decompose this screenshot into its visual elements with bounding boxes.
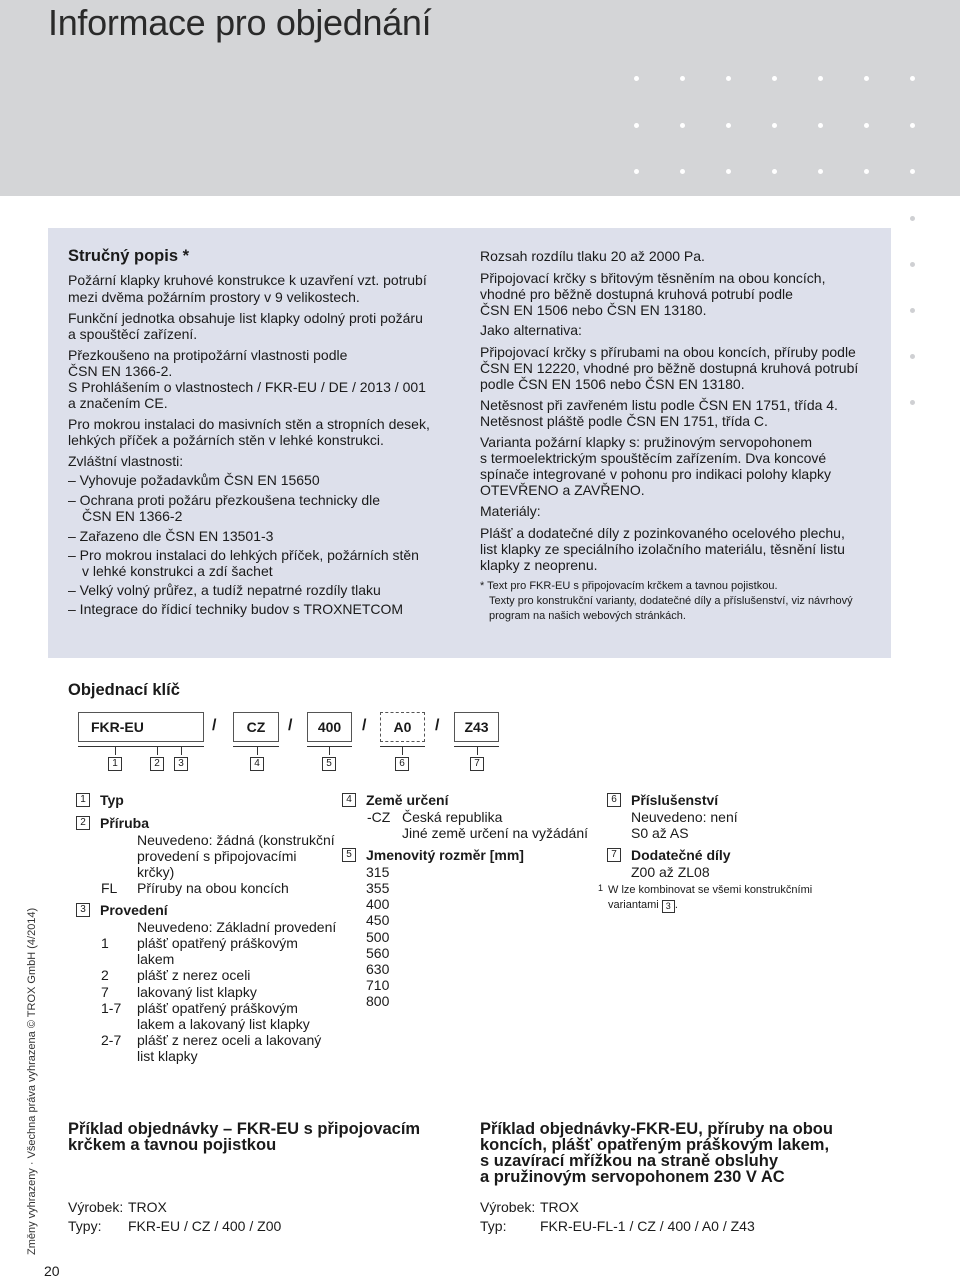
example-value: TROX — [540, 1199, 579, 1215]
legend-option-text: plášť z nerez oceli a lakovaný — [137, 1032, 322, 1048]
summary-left-line: lehkých příček a požárních stěn v lehké konstrukci. — [68, 432, 384, 448]
key-underline — [78, 746, 204, 747]
key-number-2: 2 — [150, 757, 164, 771]
example-label: Typ: — [480, 1218, 507, 1234]
legend-title: Dodatečné díly — [631, 847, 731, 863]
dot — [772, 123, 777, 128]
summary-left-line: Pro mokrou instalaci do masivních stěn a stropních desek, — [68, 416, 430, 432]
order-key-heading: Objednací klíč — [68, 681, 180, 699]
legend-option-text: Neuvedeno: žádná (konstrukční — [137, 832, 335, 848]
key-box-size-text: 400 — [317, 719, 342, 735]
feature-item: – Zařazeno dle ČSN EN 13501-3 — [68, 528, 274, 544]
footnote-line: Texty pro konstrukční varianty, dodatečné díly a příslušenství, viz návrhový — [489, 595, 853, 607]
dot — [818, 169, 823, 174]
key-connector — [257, 746, 258, 755]
key-slash: / — [288, 717, 293, 734]
size-value: 710 — [366, 977, 390, 993]
dot — [910, 76, 915, 81]
legend-option-code: FL — [101, 880, 118, 896]
dot — [634, 76, 639, 81]
summary-right-line: s termoelektrickým spouštěcím zařízením. Dva koncové — [480, 450, 827, 466]
dot — [910, 262, 915, 267]
legend-option-text: plášť opatřený práškovým — [137, 935, 298, 951]
dot — [634, 123, 639, 128]
example-title: krčkem a tavnou pojistkou — [68, 1136, 277, 1154]
dot — [818, 76, 823, 81]
summary-left-line: a spouštěcí zařízení. — [68, 326, 198, 342]
summary-right-line: Rozsah rozdílu tlaku 20 až 2000 Pa. — [480, 248, 705, 264]
key-slash: / — [362, 717, 367, 734]
key-box-extra — [454, 712, 499, 742]
dot — [910, 216, 915, 221]
size-value: 800 — [366, 993, 390, 1009]
key-box-country — [233, 712, 279, 742]
example-label: Výrobek: — [480, 1199, 536, 1215]
dot — [864, 76, 869, 81]
summary-left-line: Přezkoušeno na protipožární vlastnosti podle — [68, 347, 348, 363]
summary-left-line: Funkční jednotka obsahuje list klapky odolný proti požáru — [68, 310, 423, 326]
legend-title: Země určení — [366, 792, 449, 808]
key-number-6: 6 — [395, 757, 409, 771]
note-line — [608, 898, 678, 913]
legend-option-text: S0 až AS — [631, 825, 689, 841]
summary-right-line: podle ČSN EN 1506 nebo ČSN EN 13180. — [480, 376, 745, 392]
example-title: Příklad objednávky-FKR-EU, příruby na obou — [480, 1120, 833, 1138]
dot — [818, 123, 823, 128]
legend-option-text: Česká republika — [402, 809, 503, 825]
size-value: 355 — [366, 880, 390, 896]
legend-option-text: list klapky — [137, 1048, 198, 1064]
key-box-extra-text: Z43 — [464, 719, 489, 735]
summary-right-line: ČSN EN 1506 nebo ČSN EN 13180. — [480, 302, 707, 318]
note-line: W lze kombinovat se všemi konstrukčními — [608, 884, 813, 896]
key-connector — [181, 746, 182, 755]
legend-option-text: lakem — [137, 951, 175, 967]
legend-option-text: Neuvedeno: Základní provedení — [137, 919, 337, 935]
dot — [726, 123, 731, 128]
summary-right-line: OTEVŘENO a ZAVŘENO. — [480, 482, 645, 498]
size-value: 630 — [366, 961, 390, 977]
dot — [680, 169, 685, 174]
summary-right-line: Jako alternativa: — [480, 322, 582, 338]
example-title: Příklad objednávky – FKR-EU s připojovacím — [68, 1120, 421, 1138]
summary-right-line: spínače integrované v pohonu pro indikaci polohy klapky — [480, 466, 832, 482]
key-box-country-text: CZ — [246, 719, 266, 735]
legend-number: 7 — [607, 848, 621, 862]
key-box-type — [78, 712, 204, 742]
legend-option-code: -CZ — [367, 809, 391, 825]
example-value: FKR-EU / CZ / 400 / Z00 — [128, 1218, 282, 1234]
size-value: 500 — [366, 929, 390, 945]
legend-option-text: Z00 až ZL08 — [631, 864, 710, 880]
key-number-1: 1 — [108, 757, 122, 771]
size-value: 450 — [366, 912, 390, 928]
feature-item: – Pro mokrou instalaci do lehkých příček, požárních stěn — [68, 547, 419, 563]
dot — [726, 169, 731, 174]
legend-option-text: plášť opatřený práškovým — [137, 1000, 298, 1016]
legend-number: 6 — [607, 793, 621, 807]
key-number-7: 7 — [470, 757, 484, 771]
key-connector — [157, 746, 158, 755]
summary-right-line: Materiály: — [480, 503, 541, 519]
note-superscript: 1 — [598, 883, 604, 893]
legend-option-text: plášť z nerez oceli — [137, 967, 251, 983]
legend-title: Příslušenství — [631, 792, 719, 808]
summary-right-line: vhodné pro běžně dostupná kruhová potrubí podle — [480, 286, 793, 302]
example-title: a pružinovým servopohonem 230 V AC — [480, 1168, 785, 1186]
dot — [910, 354, 915, 359]
key-underline — [233, 746, 279, 747]
legend-option-code: 2 — [101, 967, 109, 983]
summary-right-line: Připojovací krčky s břitovým těsněním na obou koncích, — [480, 270, 826, 286]
dot — [680, 76, 685, 81]
dot — [634, 169, 639, 174]
key-connector — [329, 746, 330, 755]
example-title: koncích, plášť opatřeným práškovým lakem, — [480, 1136, 830, 1154]
key-connector — [477, 746, 478, 755]
example-label: Typy: — [68, 1218, 102, 1234]
summary-left-line: S Prohlášením o vlastnostech / FKR-EU / DE / 2013 / 001 — [68, 379, 426, 395]
header-band — [0, 0, 960, 196]
note-text: variantami — [608, 899, 659, 911]
dot — [910, 400, 915, 405]
summary-heading: Stručný popis * — [68, 247, 190, 265]
summary-left-line: Požární klapky kruhové konstrukce k uzavření vzt. potrubí — [68, 272, 427, 288]
key-number-5: 5 — [322, 757, 336, 771]
dot — [910, 169, 915, 174]
legend-option-text: Jiné země určení na vyžádání — [402, 825, 588, 841]
note-end: . — [674, 899, 678, 911]
key-box-size — [307, 712, 352, 742]
feature-item: – Vyhovuje požadavkům ČSN EN 15650 — [68, 472, 320, 488]
legend-title: Typ — [100, 792, 124, 808]
legend-number: 5 — [342, 848, 356, 862]
legend-option-text: provedení s připojovacími — [137, 848, 297, 864]
page-title: Informace pro objednání — [48, 2, 432, 43]
example-value: FKR-EU-FL-1 / CZ / 400 / A0 / Z43 — [540, 1218, 755, 1234]
dot — [910, 123, 915, 128]
dot — [864, 123, 869, 128]
note-ref-number: 3 — [662, 900, 675, 913]
legend-title: Provedení — [100, 902, 168, 918]
legend-option-text: lakem a lakovaný list klapky — [137, 1016, 310, 1032]
dot — [772, 76, 777, 81]
key-connector — [402, 746, 403, 755]
legend-title: Jmenovitý rozměr [mm] — [366, 847, 524, 863]
footnote-line: * Text pro FKR-EU s připojovacím krčkem a tavnou pojistkou. — [480, 580, 778, 592]
dot — [864, 169, 869, 174]
key-slash: / — [212, 717, 217, 734]
legend-option-code: 2-7 — [101, 1032, 122, 1048]
feature-item: – Velký volný průřez, a tudíž nepatrné rozdíly tlaku — [68, 582, 381, 598]
summary-right-line: ČSN EN 12220, vhodné pro běžně dostupná kruhová potrubí — [480, 360, 859, 376]
example-label: Výrobek: — [68, 1199, 124, 1215]
key-number-3: 3 — [174, 757, 188, 771]
summary-right-line: Plášť a dodatečné díly z pozinkovaného ocelového plechu, — [480, 525, 845, 541]
key-number-4: 4 — [250, 757, 264, 771]
legend-number: 1 — [76, 793, 90, 807]
feature-item-cont: v lehké konstrukci a zdí šachet — [82, 563, 273, 579]
footnote-line: program na našich webových stránkách. — [489, 610, 686, 622]
feature-item-cont: ČSN EN 1366-2 — [82, 508, 183, 524]
size-value: 560 — [366, 945, 390, 961]
summary-right-line: Varianta požární klapky s: pružinovým servopohonem — [480, 434, 813, 450]
legend-option-text: Příruby na obou koncích — [137, 880, 289, 896]
summary-right-line: list klapky ze speciálního izolačního materiálu, těsnění listu — [480, 541, 845, 557]
key-box-accessory — [380, 712, 425, 742]
feature-item: – Ochrana proti požáru přezkoušena technicky dle — [68, 492, 381, 508]
summary-right-line: Netěsnost při zavřeném listu podle ČSN EN 1751, třída 4. — [480, 397, 838, 413]
legend-option-text: Neuvedeno: není — [631, 809, 738, 825]
summary-left-line: Zvláštní vlastnosti: — [68, 453, 184, 469]
dot — [680, 123, 685, 128]
dot — [726, 76, 731, 81]
legend-number: 4 — [342, 793, 356, 807]
key-slash: / — [435, 717, 440, 734]
summary-left-line: mezi dvěma požárním prostory v 9 velikostech. — [68, 289, 360, 305]
summary-right-line: klapky z neoprenu. — [480, 557, 598, 573]
size-value: 400 — [366, 896, 390, 912]
size-value: 315 — [366, 864, 390, 880]
legend-option-code: 1-7 — [101, 1000, 122, 1016]
example-title: s uzavírací mřížkou na straně obsluhy — [480, 1152, 779, 1170]
summary-left-line: ČSN EN 1366-2. — [68, 363, 173, 379]
summary-left-line: a značením CE. — [68, 395, 168, 411]
legend-option-code: 1 — [101, 935, 109, 951]
legend-number: 2 — [76, 816, 90, 830]
legend-option-text: krčky) — [137, 864, 175, 880]
summary-right-line: Netěsnost pláště podle ČSN EN 1751, třída C. — [480, 413, 768, 429]
key-connector — [115, 746, 116, 755]
key-box-accessory-text: A0 — [393, 719, 412, 735]
legend-number: 3 — [76, 903, 90, 917]
example-value: TROX — [128, 1199, 167, 1215]
dot — [910, 308, 915, 313]
key-box-type-text: FKR-EU — [91, 719, 144, 735]
summary-right-line: Připojovací krčky s přírubami na obou koncích, příruby podle — [480, 344, 856, 360]
feature-item: – Integrace do řídicí techniky budov s TROXNETCOM — [68, 601, 404, 617]
legend-title: Příruba — [100, 815, 150, 831]
dot — [772, 169, 777, 174]
copyright-side-note: Změny vyhrazeny · Všechna práva vyhrazena © TROX GmbH (4/2014) — [26, 907, 38, 1255]
legend-option-text: lakovaný list klapky — [137, 984, 257, 1000]
page-number: 20 — [44, 1263, 60, 1279]
legend-option-code: 7 — [101, 984, 109, 1000]
